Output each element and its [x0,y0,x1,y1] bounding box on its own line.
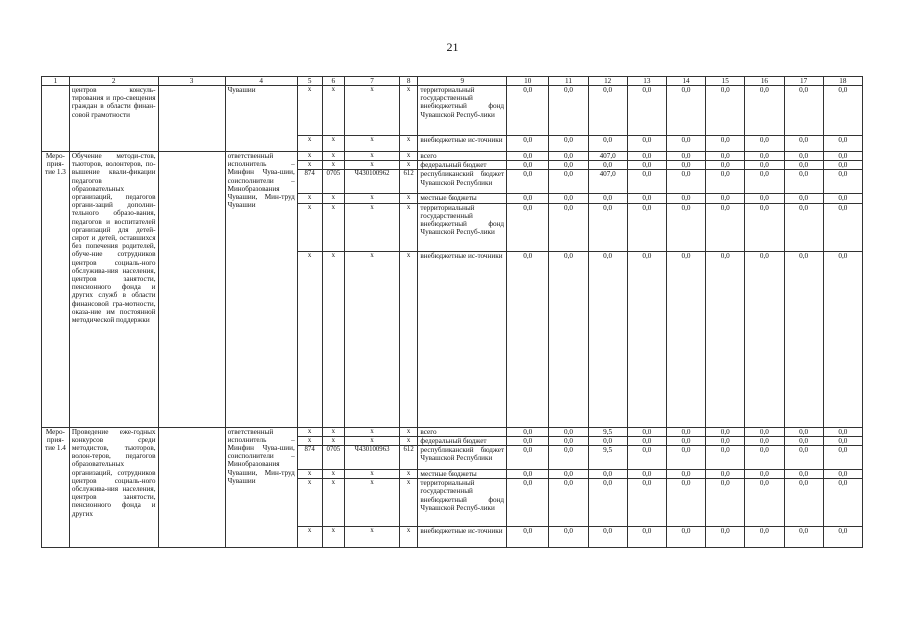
amount-cell: 0,0 [823,251,862,427]
amount-cell: 0,0 [666,194,705,203]
target-article-cell: x [345,527,400,548]
grbs-code-cell: x [297,527,322,548]
funding-source-cell: внебюджетные ис-точники [418,136,507,152]
amount-cell: 0,0 [706,86,745,136]
amount-cell: 0,0 [706,446,745,470]
amount-cell: 0,0 [823,194,862,203]
target-article-cell: x [345,136,400,152]
amount-cell: 0,0 [588,161,627,170]
amount-cell: 0,0 [507,427,549,436]
section-code-cell: x [322,479,345,527]
amount-cell: 0,0 [588,203,627,251]
target-article-cell: x [345,479,400,527]
target-article-cell: x [345,152,400,161]
header-cell: 11 [549,77,588,86]
amount-cell: 0,0 [745,170,784,194]
expense-type-cell: x [399,152,418,161]
header-cell: 15 [706,77,745,86]
table-row [42,427,863,436]
grbs-code-cell: x [297,86,322,136]
amount-cell: 0,0 [745,86,784,136]
amount-cell: 0,0 [784,427,823,436]
expense-type-cell: x [399,194,418,203]
section-code-cell: 0705 [322,446,345,470]
amount-cell: 0,0 [588,194,627,203]
amount-cell: 0,0 [666,527,705,548]
amount-cell: 0,0 [549,152,588,161]
amount-cell: 0,0 [823,203,862,251]
amount-cell: 0,0 [507,86,549,136]
section-code-cell: x [322,251,345,427]
amount-cell: 0,0 [784,170,823,194]
funding-source-cell: внебюджетные ис-точники [418,527,507,548]
grbs-code-cell: x [297,427,322,436]
amount-cell: 0,0 [627,194,666,203]
header-cell: 17 [784,77,823,86]
section-code-cell: x [322,470,345,479]
amount-cell: 0,0 [823,136,862,152]
header-cell: 7 [345,77,400,86]
task-cell [158,86,225,152]
target-article-cell: x [345,427,400,436]
amount-cell: 9,5 [588,427,627,436]
amount-cell: 0,0 [823,436,862,445]
amount-cell: 0,0 [823,161,862,170]
amount-cell: 0,0 [627,436,666,445]
amount-cell: 407,0 [588,152,627,161]
amount-cell: 0,0 [784,194,823,203]
amount-cell: 0,0 [549,427,588,436]
amount-cell: 0,0 [549,470,588,479]
header-cell: 8 [399,77,418,86]
amount-cell: 0,0 [549,479,588,527]
amount-cell: 0,0 [507,136,549,152]
task-cell [158,152,225,428]
amount-cell: 0,0 [549,136,588,152]
amount-cell: 0,0 [784,136,823,152]
amount-cell: 0,0 [588,479,627,527]
amount-cell: 0,0 [666,479,705,527]
amount-cell: 0,0 [706,436,745,445]
expense-type-cell: x [399,251,418,427]
amount-cell: 0,0 [507,446,549,470]
target-article-cell: x [345,161,400,170]
target-article-cell: Ч430100962 [345,170,400,194]
amount-cell: 0,0 [706,479,745,527]
header-cell: 14 [666,77,705,86]
grbs-code-cell: x [297,251,322,427]
amount-cell: 0,0 [745,203,784,251]
amount-cell: 0,0 [706,152,745,161]
executor-cell: ответственный исполнитель – Минфин Чува-шии, соисполнители – Минобразования Чувашии, Мин-труд Чувашии [225,152,297,428]
funding-source-cell: всего [418,427,507,436]
header-cell: 16 [745,77,784,86]
funding-source-cell: территориальный государственный внебюджетный фонд Чувашской Респуб-лики [418,479,507,527]
section-code-cell: 0705 [322,170,345,194]
amount-cell: 0,0 [706,203,745,251]
target-article-cell: x [345,470,400,479]
grbs-code-cell: x [297,136,322,152]
funding-source-cell: республиканский бюджет Чувашской Республики [418,170,507,194]
amount-cell: 0,0 [784,527,823,548]
amount-cell: 0,0 [784,161,823,170]
section-code-cell: x [322,86,345,136]
task-cell [158,427,225,548]
header-cell: 6 [322,77,345,86]
grbs-code-cell: x [297,161,322,170]
amount-cell: 0,0 [666,251,705,427]
expense-type-cell: x [399,470,418,479]
amount-cell: 0,0 [666,86,705,136]
amount-cell: 0,0 [745,194,784,203]
funding-source-cell: территориальный государственный внебюджетный фонд Чувашской Респуб-лики [418,86,507,136]
header-cell: 4 [225,77,297,86]
amount-cell: 0,0 [507,251,549,427]
measure-number-cell: Меро-прия-тие 1.4 [42,427,70,548]
amount-cell: 0,0 [588,527,627,548]
amount-cell: 0,0 [627,170,666,194]
amount-cell: 0,0 [666,170,705,194]
funding-source-cell: местные бюджеты [418,194,507,203]
amount-cell: 0,0 [588,436,627,445]
grbs-code-cell: x [297,203,322,251]
amount-cell: 0,0 [745,251,784,427]
header-row [42,77,863,86]
amount-cell: 0,0 [627,136,666,152]
amount-cell: 0,0 [549,194,588,203]
section-code-cell: x [322,161,345,170]
amount-cell: 0,0 [666,203,705,251]
amount-cell: 0,0 [549,251,588,427]
section-code-cell: x [322,152,345,161]
amount-cell: 0,0 [706,470,745,479]
amount-cell: 0,0 [549,446,588,470]
amount-cell: 0,0 [706,136,745,152]
measure-name-cell: Обучение методи-стов, тьюторов, волонтеров, по-вышение квали-фикации педагогов образовательных организаций, педагогов органи-заций дополни-тельного образо-вания, педагогов и воспитателей организаций для детей-сирот и детей, оставшихся без попечения родителей, обуче-ние сотрудников центров социаль-ного обслужива-ния населения, центров занятости, пенсионного фонда и других служб в области финансовой гра-мотности, оказа-ние им постоянной методической поддержки [69,152,158,428]
amount-cell: 0,0 [507,527,549,548]
measure-name-cell: центров консуль-тирования и про-свещения граждан в области финан-совой грамотности [69,86,158,152]
section-code-cell: x [322,203,345,251]
funding-source-cell: федеральный бюджет [418,161,507,170]
grbs-code-cell: x [297,194,322,203]
amount-cell: 0,0 [507,436,549,445]
amount-cell: 0,0 [784,251,823,427]
amount-cell: 0,0 [784,86,823,136]
amount-cell: 0,0 [823,446,862,470]
amount-cell: 0,0 [627,152,666,161]
amount-cell: 0,0 [666,427,705,436]
amount-cell: 0,0 [549,203,588,251]
funding-source-cell: территориальный государственный внебюджетный фонд Чувашской Респуб-лики [418,203,507,251]
amount-cell: 0,0 [666,152,705,161]
measure-number-cell: Меро-прия-тие 1.3 [42,152,70,428]
amount-cell: 0,0 [706,527,745,548]
page-number: 21 [446,40,459,54]
target-article-cell: x [345,251,400,427]
amount-cell: 0,0 [823,470,862,479]
amount-cell: 0,0 [588,251,627,427]
grbs-code-cell: x [297,479,322,527]
amount-cell: 0,0 [784,436,823,445]
measure-name-cell: Проведение еже-годных конкурсов среди методистов, тьюторов, волон-теров, педагогов образовательных организаций, сотрудников центров социаль-ного обслужива-ния населения, центров занятости, пенсионного фонда и других [69,427,158,548]
amount-cell: 9,5 [588,446,627,470]
section-code-cell: x [322,527,345,548]
amount-cell: 0,0 [706,194,745,203]
header-cell: 10 [507,77,549,86]
amount-cell: 0,0 [784,470,823,479]
amount-cell: 0,0 [627,203,666,251]
funding-source-cell: всего [418,152,507,161]
header-cell: 5 [297,77,322,86]
table-row [42,152,863,161]
executor-cell: ответственный исполнитель – Минфин Чува-шии, соисполнители – Минобразования Чувашии, Мин-труд Чувашии [225,427,297,548]
amount-cell: 0,0 [507,194,549,203]
amount-cell: 0,0 [507,470,549,479]
amount-cell: 0,0 [549,86,588,136]
expense-type-cell: 612 [399,170,418,194]
amount-cell: 0,0 [823,86,862,136]
target-article-cell: Ч430100963 [345,446,400,470]
amount-cell: 0,0 [745,136,784,152]
target-article-cell: x [345,86,400,136]
amount-cell: 0,0 [666,446,705,470]
amount-cell: 0,0 [784,203,823,251]
amount-cell: 0,0 [549,527,588,548]
header-cell: 3 [158,77,225,86]
amount-cell: 0,0 [627,86,666,136]
funding-source-cell: внебюджетные ис-точники [418,251,507,427]
expense-type-cell: x [399,86,418,136]
amount-cell: 0,0 [745,436,784,445]
expense-type-cell: x [399,436,418,445]
grbs-code-cell: x [297,470,322,479]
amount-cell: 0,0 [745,161,784,170]
amount-cell: 0,0 [745,479,784,527]
grbs-code-cell: x [297,152,322,161]
amount-cell: 0,0 [549,161,588,170]
amount-cell: 0,0 [706,251,745,427]
measure-number-cell [42,86,70,152]
target-article-cell: x [345,436,400,445]
amount-cell: 0,0 [588,470,627,479]
header-cell: 18 [823,77,862,86]
header-cell: 1 [42,77,70,86]
amount-cell: 0,0 [745,427,784,436]
amount-cell: 0,0 [745,446,784,470]
amount-cell: 0,0 [823,479,862,527]
section-code-cell: x [322,136,345,152]
amount-cell: 0,0 [549,436,588,445]
amount-cell: 0,0 [784,152,823,161]
amount-cell: 0,0 [627,446,666,470]
expense-type-cell: x [399,136,418,152]
amount-cell: 0,0 [745,152,784,161]
amount-cell: 0,0 [549,170,588,194]
amount-cell: 0,0 [507,170,549,194]
grbs-code-cell: x [297,436,322,445]
amount-cell: 0,0 [823,427,862,436]
amount-cell: 0,0 [588,86,627,136]
amount-cell: 0,0 [627,470,666,479]
amount-cell: 0,0 [823,152,862,161]
amount-cell: 0,0 [507,152,549,161]
amount-cell: 0,0 [627,479,666,527]
header-cell: 9 [418,77,507,86]
section-code-cell: x [322,194,345,203]
expense-type-cell: x [399,527,418,548]
executor-cell: Чувашии [225,86,297,152]
expense-type-cell: 612 [399,446,418,470]
header-cell: 2 [69,77,158,86]
amount-cell: 0,0 [666,136,705,152]
amount-cell: 0,0 [507,203,549,251]
amount-cell: 0,0 [745,470,784,479]
amount-cell: 0,0 [784,479,823,527]
amount-cell: 0,0 [507,161,549,170]
expense-type-cell: x [399,479,418,527]
amount-cell: 0,0 [627,251,666,427]
amount-cell: 0,0 [706,427,745,436]
amount-cell: 0,0 [784,446,823,470]
amount-cell: 407,0 [588,170,627,194]
amount-cell: 0,0 [706,170,745,194]
amount-cell: 0,0 [745,527,784,548]
funding-source-cell: местные бюджеты [418,470,507,479]
header-cell: 12 [588,77,627,86]
amount-cell: 0,0 [588,136,627,152]
amount-cell: 0,0 [666,161,705,170]
amount-cell: 0,0 [706,161,745,170]
expense-type-cell: x [399,203,418,251]
amount-cell: 0,0 [666,436,705,445]
amount-cell: 0,0 [666,470,705,479]
amount-cell: 0,0 [823,527,862,548]
expense-type-cell: x [399,427,418,436]
target-article-cell: x [345,203,400,251]
funding-source-cell: федеральный бюджет [418,436,507,445]
funding-source-cell: республиканский бюджет Чувашской Республики [418,446,507,470]
section-code-cell: x [322,427,345,436]
grbs-code-cell: 874 [297,446,322,470]
target-article-cell: x [345,194,400,203]
budget-table [41,76,863,548]
amount-cell: 0,0 [627,427,666,436]
table-row [42,86,863,136]
header-cell: 13 [627,77,666,86]
amount-cell: 0,0 [507,479,549,527]
amount-cell: 0,0 [627,527,666,548]
expense-type-cell: x [399,161,418,170]
section-code-cell: x [322,436,345,445]
amount-cell: 0,0 [627,161,666,170]
amount-cell: 0,0 [823,170,862,194]
grbs-code-cell: 874 [297,170,322,194]
